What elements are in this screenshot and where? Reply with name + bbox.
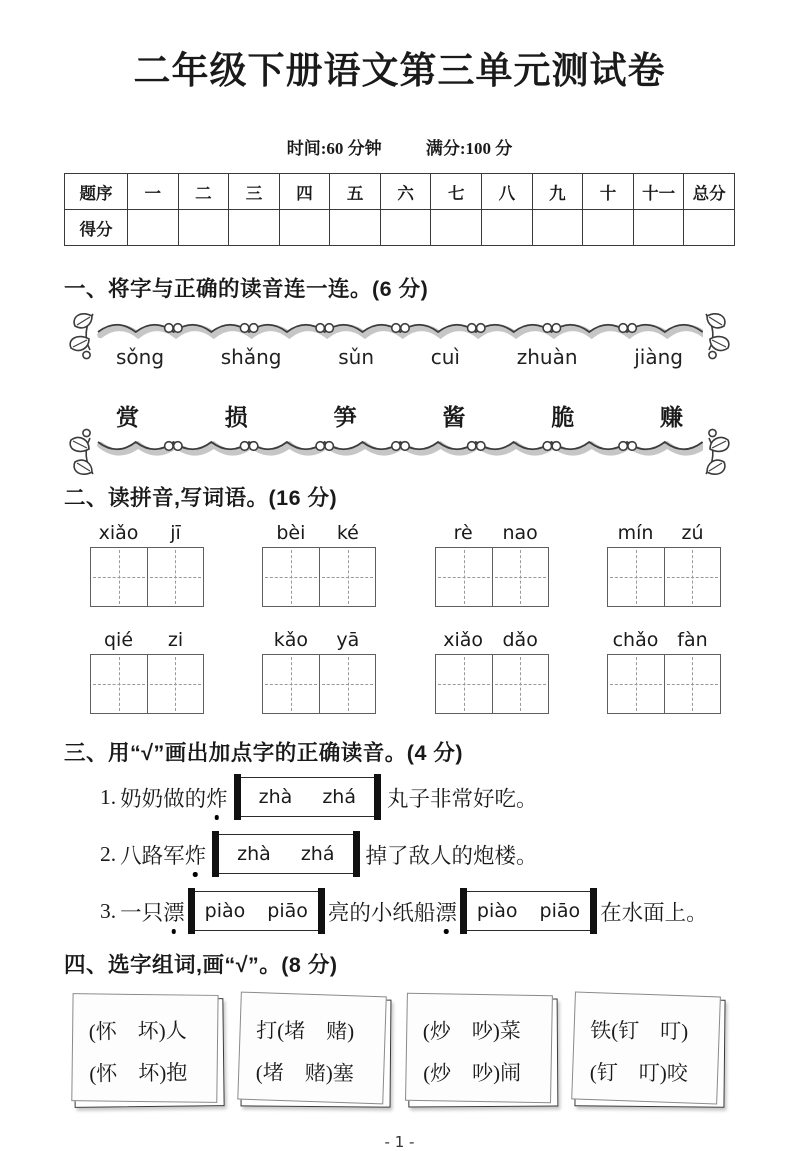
page-title: 二年级下册语文第三单元测试卷 (133, 50, 666, 91)
character-option: 脆 (551, 405, 575, 430)
score-cell (583, 210, 634, 246)
word-choice-card (73, 998, 224, 1108)
score-cell (330, 210, 381, 246)
pinyin-choice: zhà (258, 786, 293, 808)
grid-cell (664, 548, 720, 606)
pinyin-syllable: kǎo (273, 629, 308, 651)
section1-heading: 一、将字与正确的读音连一连。(6 分) (64, 277, 429, 301)
column-header: 六 (380, 174, 431, 210)
time-limit: 时间:60 分钟 (286, 139, 382, 158)
pronunciation-option-box (190, 891, 323, 931)
character-option: 笋 (333, 405, 357, 430)
writing-grid (262, 654, 376, 714)
sentence-text: 亮的小纸船 (327, 900, 436, 925)
word-choice-card (408, 998, 559, 1107)
pinyin-syllable: nao (502, 522, 538, 544)
pinyin-word-block (90, 522, 204, 607)
pinyin-syllable: ké (336, 522, 359, 544)
pinyin-choice: piào (476, 900, 518, 922)
pinyin-label (435, 522, 549, 544)
grid-cell (147, 548, 203, 606)
word-choice-card (241, 998, 392, 1107)
column-header: 四 (279, 174, 330, 210)
pinyin-choice: piāo (267, 900, 308, 922)
pinyin-option: sǒng (116, 345, 165, 369)
column-header: 三 (229, 174, 280, 210)
pinyin-word-block (607, 522, 721, 607)
grid-cell (319, 548, 375, 606)
score-cell (380, 210, 431, 246)
writing-grid (435, 654, 549, 714)
pinyin-label (607, 629, 721, 651)
pinyin-option: jiàng (634, 345, 683, 369)
grid-cell (91, 655, 147, 713)
pinyin-label (90, 629, 204, 651)
section4-heading: 四、选字组词,画“√”。(8 分) (64, 953, 338, 977)
choice-line: (炒 吵)菜 (422, 1018, 521, 1044)
score-cell (178, 210, 229, 246)
column-header: 总分 (684, 174, 735, 210)
sentence-text: 八路军 (120, 843, 185, 868)
sentence-text: 丸子非常好吃。 (387, 786, 538, 811)
column-header: 八 (482, 174, 533, 210)
pinyin-label (607, 522, 721, 544)
grid-cell (319, 655, 375, 713)
writing-grid (90, 547, 204, 607)
score-cell (532, 210, 583, 246)
pinyin-word-block (262, 522, 376, 607)
writing-grid (607, 654, 721, 714)
pinyin-word-block (435, 629, 549, 714)
leaf-ornament-icon (64, 309, 100, 363)
grid-cell (263, 655, 319, 713)
pinyin-label (90, 522, 204, 544)
pinyin-syllable: qié (103, 629, 134, 651)
column-header: 九 (532, 174, 583, 210)
word-choice-card (574, 998, 725, 1108)
pinyin-choice: zhá (322, 786, 356, 808)
score-cell (279, 210, 330, 246)
column-header: 十一 (633, 174, 684, 210)
score-table (64, 173, 735, 246)
dotted-character: 炸 (185, 839, 207, 870)
pinyin-syllable: xiǎo (98, 522, 139, 544)
question-sentence (100, 891, 735, 931)
writing-grid-row (64, 629, 735, 714)
column-header: 七 (431, 174, 482, 210)
writing-grid (262, 547, 376, 607)
pinyin-options-row (116, 345, 683, 369)
grid-cell (492, 548, 548, 606)
score-table-header-row (65, 174, 735, 210)
section2-heading: 二、读拼音,写词语。(16 分) (64, 486, 338, 510)
pinyin-choice: piāo (539, 900, 581, 922)
question-sentence (100, 777, 735, 817)
question-order-label: 题序 (65, 174, 128, 210)
choice-line: (炒 吵)闹 (423, 1060, 522, 1086)
pinyin-option: zhuàn (516, 345, 578, 369)
score-cell (482, 210, 533, 246)
pinyin-choice: zhà (237, 843, 271, 865)
dotted-character: 漂 (435, 896, 457, 927)
pinyin-word-block (90, 629, 204, 714)
dotted-character: 炸 (206, 782, 228, 813)
score-cell (684, 210, 735, 246)
pinyin-option: cuì (430, 345, 460, 369)
score-table-score-row (65, 210, 735, 246)
pronunciation-option-box (236, 777, 379, 817)
pinyin-syllable: zú (681, 522, 704, 544)
choice-line: 铁(钉 叮) (590, 1018, 689, 1044)
pinyin-syllable: dǎo (502, 629, 538, 651)
column-header: 五 (330, 174, 381, 210)
pinyin-syllable: zi (167, 629, 184, 651)
grid-cell (263, 548, 319, 606)
score-cell (229, 210, 280, 246)
grid-cell (664, 655, 720, 713)
choice-line: (怀 坏)抱 (89, 1060, 188, 1086)
garland-line-icon (96, 433, 703, 463)
choice-cards-row (64, 999, 735, 1107)
leaf-ornament-icon (699, 425, 735, 479)
character-option: 酱 (442, 405, 466, 430)
pinyin-option: sǔn (338, 345, 375, 369)
grid-cell (436, 655, 492, 713)
leaf-ornament-icon (699, 309, 735, 363)
character-option: 损 (224, 405, 248, 430)
pinyin-word-block (435, 522, 549, 607)
pinyin-syllable: chǎo (612, 629, 659, 651)
pinyin-choice: piào (204, 900, 246, 922)
grid-cell (608, 548, 664, 606)
sentence-text: 在水面上。 (600, 900, 708, 925)
pinyin-label (262, 522, 376, 544)
section3-heading: 三、用“√”画出加点字的正确读音。(4 分) (64, 741, 464, 765)
leaf-ornament-icon (64, 425, 100, 479)
pinyin-choice: zhá (300, 843, 335, 865)
writing-grid (90, 654, 204, 714)
question-sentence (100, 834, 735, 874)
page-number: - 1 - (384, 1133, 415, 1151)
pinyin-syllable: yā (336, 629, 360, 651)
character-option: 赏 (116, 405, 139, 430)
writing-grid (607, 547, 721, 607)
score-cell (128, 210, 179, 246)
sentence-text: 掉了敌人的炮楼。 (365, 843, 538, 868)
grid-cell (147, 655, 203, 713)
writing-grid-row (64, 522, 735, 607)
pinyin-syllable: xiǎo (443, 629, 484, 651)
sentence-number: 1. (100, 784, 117, 809)
pinyin-label (262, 629, 376, 651)
character-options-row (116, 399, 683, 432)
grid-cell (436, 548, 492, 606)
pinyin-syllable: fàn (677, 629, 708, 651)
sentence-text: 一只 (120, 900, 164, 925)
column-header: 十 (583, 174, 634, 210)
pinyin-syllable: bèi (276, 522, 306, 544)
choice-line: (堵 赌)塞 (255, 1060, 354, 1086)
sentence-text: 奶奶做的 (120, 786, 207, 811)
pinyin-label (435, 629, 549, 651)
grid-cell (608, 655, 664, 713)
pronunciation-option-box (462, 891, 595, 931)
pinyin-option: shǎng (220, 345, 282, 369)
pinyin-syllable: rè (453, 522, 473, 544)
garland-line-icon (96, 315, 703, 345)
character-option: 赚 (659, 405, 683, 430)
pinyin-banner (70, 313, 729, 385)
character-banner (70, 395, 729, 467)
pinyin-word-block (607, 629, 721, 714)
choice-line: (钉 叮)咬 (589, 1060, 688, 1086)
choice-line: 打(堵 赌) (256, 1018, 355, 1044)
writing-grid (435, 547, 549, 607)
score-cell (633, 210, 684, 246)
paper-meta (64, 134, 735, 159)
pinyin-syllable: mín (617, 522, 654, 544)
sentence-number: 2. (100, 841, 117, 866)
grid-cell (492, 655, 548, 713)
column-header: 二 (178, 174, 229, 210)
score-label: 得分 (65, 210, 128, 246)
dotted-character: 漂 (163, 896, 185, 927)
choice-line: (怀 坏)人 (88, 1018, 187, 1044)
sentence-number: 3. (100, 898, 117, 923)
pronunciation-option-box (214, 834, 357, 874)
grid-cell (91, 548, 147, 606)
column-header: 一 (128, 174, 179, 210)
score-cell (431, 210, 482, 246)
pinyin-word-block (262, 629, 376, 714)
full-score: 满分:100 分 (425, 139, 513, 158)
pinyin-syllable: jī (170, 522, 181, 544)
